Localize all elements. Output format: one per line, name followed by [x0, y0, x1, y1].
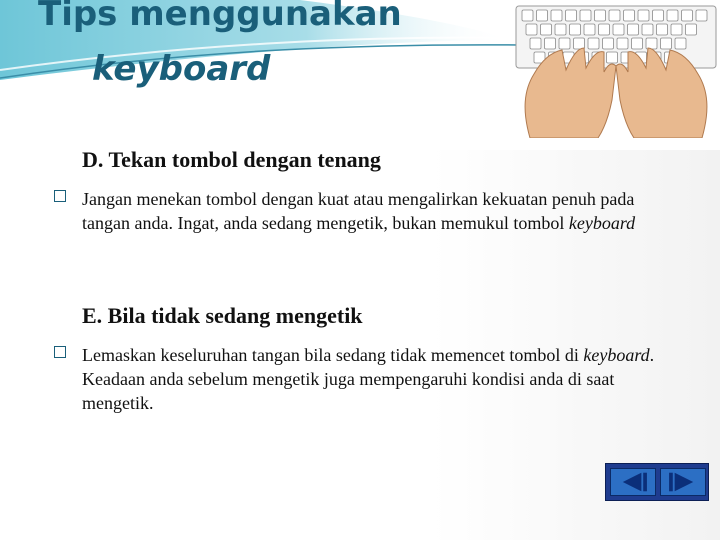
bullet-text-emphasis: keyboard [568, 213, 636, 233]
keyboard-key [603, 38, 614, 49]
bullet-square-icon [54, 346, 66, 358]
slide-navigation [605, 463, 709, 501]
keyboard-key [530, 38, 541, 49]
keyboard-key [667, 10, 678, 21]
keyboard-key [595, 10, 606, 21]
bullet-text [82, 343, 662, 415]
keyboard-key [588, 38, 599, 49]
keyboard-key [584, 24, 595, 35]
keyboard-key [559, 38, 570, 49]
keyboard-key [646, 38, 657, 49]
prev-slide-button[interactable] [610, 468, 656, 496]
bullet-item [54, 343, 674, 415]
keyboard-key [551, 10, 562, 21]
keyboard-key [617, 38, 628, 49]
keyboard-key [642, 24, 653, 35]
page-title-line1: Tips menggunakan [38, 0, 402, 34]
keyboard-key [555, 24, 566, 35]
page-title-line2: keyboard [92, 49, 271, 89]
next-arrow-icon [661, 469, 705, 495]
bullet-item [54, 187, 674, 235]
section-d-heading: D. Tekan tombol dengan tenang [82, 147, 381, 172]
keyboard-key [522, 10, 533, 21]
keyboard-key [671, 24, 682, 35]
bullet-square-icon [54, 190, 66, 202]
keyboard-key [675, 38, 686, 49]
keyboard-key [570, 24, 581, 35]
section-e-heading: E. Bila tidak sedang mengetik [82, 303, 363, 328]
bullet-text-part: Jangan menekan tombol dengan kuat atau mengalirkan kekuatan penuh pada tangan anda. Ingat, anda sedang mengetik, bukan memukul tombol [82, 189, 635, 233]
keyboard-key [628, 24, 639, 35]
keyboard-key [574, 38, 585, 49]
keyboard-key [609, 10, 620, 21]
next-slide-button[interactable] [660, 468, 706, 496]
keyboard-key [686, 24, 697, 35]
keyboard-key [632, 38, 643, 49]
keyboard-key [537, 10, 548, 21]
prev-arrow-icon [611, 469, 655, 495]
keyboard-key [541, 24, 552, 35]
keyboard-key [526, 24, 537, 35]
keyboard-key [682, 10, 693, 21]
keyboard-key [657, 24, 668, 35]
keyboard-key [613, 24, 624, 35]
keyboard-key [638, 10, 649, 21]
keyboard-key [653, 10, 664, 21]
hands-on-keyboard-icon [512, 0, 720, 138]
keyboard-key [696, 10, 707, 21]
keyboard-key [624, 10, 635, 21]
keyboard-key [661, 38, 672, 49]
bullet-text-part: . Keadaan anda sebelum mengetik juga mempengaruhi kondisi anda di saat mengetik. [82, 345, 655, 413]
keyboard-key [607, 52, 618, 63]
keyboard-key [566, 10, 577, 21]
keyboard-key [599, 24, 610, 35]
bullet-text-emphasis: keyboard [583, 345, 650, 365]
bullet-text [82, 187, 662, 235]
keyboard-key [580, 10, 591, 21]
keyboard-key [545, 38, 556, 49]
bullet-text-part: Lemaskan keseluruhan tangan bila sedang tidak memencet tombol di [82, 345, 584, 365]
